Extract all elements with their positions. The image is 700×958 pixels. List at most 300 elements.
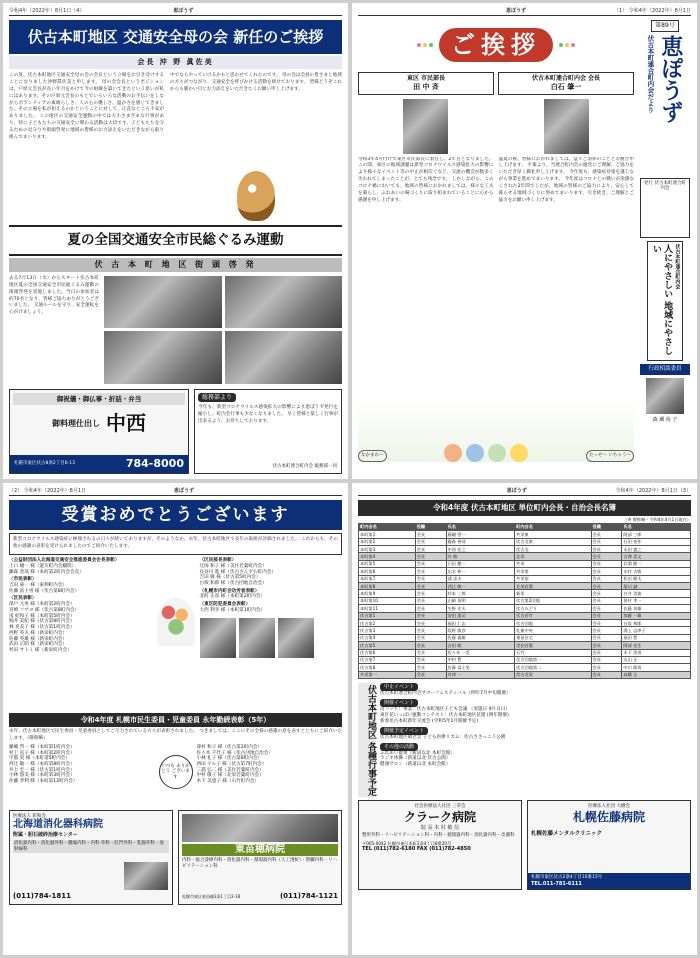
- award-photo-3: [278, 618, 314, 658]
- list-item: 南 紀和子 様（本町第5町内会）: [9, 613, 75, 619]
- table-cell: 本町第1: [359, 531, 416, 538]
- table-cell: 佐藤 義雄: [446, 634, 515, 641]
- table-header-cell: 町内会名: [515, 523, 591, 530]
- campaign-subtitle: 伏 古 本 町 地 区 街 頭 啓 発: [9, 258, 342, 272]
- table-row: [359, 634, 691, 641]
- table-cell: 伏古北: [515, 546, 591, 553]
- table-cell: 美住若葉: [515, 642, 591, 649]
- table-cell: 村本 三郎: [446, 590, 515, 597]
- table-cell: 本町第5: [359, 560, 416, 567]
- table-cell: 中村 豊: [446, 656, 515, 663]
- table-cell: 出水 伸一: [446, 568, 515, 575]
- list-item: 澤戸 元男 様（本町第2町内会）: [9, 602, 75, 608]
- cancel-events-title: 中止イベント: [380, 683, 418, 691]
- award-group-title: 〈区民部長表彰〉: [199, 558, 237, 564]
- table-cell: 会長: [591, 597, 622, 604]
- award-photo-2: [239, 618, 275, 658]
- traffic-byline: 会長 沖 野 眞佐美: [9, 56, 342, 69]
- table-header-cell: 役職: [591, 523, 622, 530]
- list-item: 西田 テル子 様（伏古第7町内会）: [196, 762, 267, 768]
- table-cell: 会長: [591, 546, 622, 553]
- table-cell: 伏古第2団地: [515, 597, 591, 604]
- nakanishi-address: 札幌市東区伏古8条2丁目6-13: [14, 461, 75, 467]
- right-greeter-role: 伏古本町連合町内会 会長: [531, 75, 601, 83]
- award-group-title: 〈市民表彰〉: [9, 577, 37, 583]
- slogan: 人にやさしい 地域にやさしい: [650, 243, 673, 355]
- greeting-title: ご挨拶: [439, 28, 553, 62]
- hosp2-photo: [182, 814, 338, 842]
- table-cell: 本町第6: [359, 568, 416, 575]
- other-events-list: [380, 751, 691, 768]
- table-header-cell: 町内会名: [359, 523, 416, 530]
- campaign-photo-3: [104, 331, 222, 384]
- table-row: [359, 605, 691, 612]
- table-cell: 松田 健太: [622, 575, 691, 582]
- table-cell: 佐々木 一美: [446, 649, 515, 656]
- nakanishi-services: 御祝儀・御仏事・折詰・弁当: [13, 393, 185, 405]
- clark-tag: 社会医療法人社団 三草会: [414, 804, 466, 810]
- roster-note: （※ 敬称略・令和4年4月1日現在）: [623, 516, 691, 522]
- long-service-left: [9, 745, 155, 807]
- awards-title: 受賞おめでとうございます: [9, 500, 342, 530]
- table-row: [359, 538, 691, 545]
- table-header-row: [359, 523, 691, 530]
- table-cell: 坂野 敏彦: [446, 627, 515, 634]
- table-cell: 会長: [591, 560, 622, 567]
- table-row: [359, 671, 691, 678]
- table-cell: 会長: [591, 538, 622, 545]
- table-cell: 会長: [415, 671, 446, 678]
- table-cell: 伏古第7: [359, 656, 416, 663]
- table-cell: 会長: [415, 560, 446, 567]
- slogan-org: 伏古本町連合町内会: [674, 243, 681, 289]
- campaign-photo-4: [225, 331, 343, 384]
- hosp1-services: 消化器内科・消化器外科・腫瘍内科・内科 外科・肛門外科・乳腺外科・放射線科: [13, 840, 169, 853]
- table-row: [359, 583, 691, 590]
- issue-number: 第89号: [651, 20, 679, 32]
- sato-clinic: 札幌佐藤メンタルクリニック: [531, 830, 602, 837]
- traffic-title: 伏古本町地区 交通安全母の会 新任のご挨拶: [9, 20, 342, 54]
- page-date: 令和4年（2022年）8月1日（4）: [9, 8, 85, 14]
- table-cell: 伏古団地: [515, 619, 591, 626]
- sato-hospital-ad: [527, 800, 691, 890]
- hosp2-services: 内科・総合診療内科・消化器内科・循環器内科（人工透析）・腎臓内科・リハビリテーション科: [182, 858, 338, 869]
- table-cell: 石竹: [515, 649, 591, 656]
- page-date: （1） 令和4年（2022年）8月1日: [613, 8, 691, 14]
- table-cell: 会長: [415, 664, 446, 671]
- list-item: 伏古本町連合町内会サマーフェスティバル（例年7月中旬開催）: [380, 691, 511, 697]
- consult-title: 行政相談委員: [640, 364, 690, 375]
- thanks-ribbon: いつも ありがとう ございます: [159, 755, 193, 789]
- page-header: [358, 487, 691, 496]
- list-item: 小林 悠美 様（本町第3町内会）: [9, 773, 75, 779]
- table-cell: 会長: [415, 531, 446, 538]
- table-cell: 共栄: [515, 560, 591, 567]
- table-cell: 白井 美徳: [622, 590, 691, 597]
- higashinaebo-hospital-ad: [178, 810, 342, 905]
- table-cell: 会長: [591, 590, 622, 597]
- list-item: 佐々木 千代子 様（伏古団地自治会）: [196, 750, 273, 756]
- table-cell: 舟津 一: [446, 671, 515, 678]
- table-row: [359, 597, 691, 604]
- award-list-2: [9, 583, 152, 594]
- table-cell: 伏古第5: [359, 642, 416, 649]
- table-cell: 会長: [415, 583, 446, 590]
- page-header: [9, 487, 342, 496]
- table-cell: 阿部 光生: [622, 642, 691, 649]
- flower-decoration-left: [417, 43, 433, 47]
- held-events-list: [380, 707, 691, 724]
- table-row: [359, 546, 691, 553]
- table-cell: 木下 茂男: [622, 649, 691, 656]
- table-cell: 石田 慶一: [446, 560, 515, 567]
- table-cell: 伏古第8: [359, 664, 416, 671]
- page-date: 令和4年（2022年）8月1日（3）: [615, 488, 691, 494]
- table-cell: 本町第4: [359, 553, 416, 560]
- list-item: 吉田 敏 様（伏古第5町内会）: [199, 575, 261, 581]
- list-item: 北町 正彦 様（本町第2町内会）: [199, 594, 266, 600]
- table-cell: 本町第7: [359, 575, 416, 582]
- sato-address: 札幌市東区伏古2条4丁目10番15号: [531, 875, 603, 881]
- clark-hospital-ad: [358, 800, 522, 890]
- list-item: 吉田 豪一 様（東伸町内会）: [9, 582, 68, 588]
- table-cell: 会長: [591, 605, 622, 612]
- list-item: 東区花いっぱい運動コンテスト：伏古本町地区花壇 (例年開催): [380, 713, 509, 719]
- table-cell: 会長: [591, 664, 622, 671]
- page-date: （2） 令和4年（2022年）8月1日: [9, 488, 87, 494]
- table-cell: 福田 仁志: [446, 619, 515, 626]
- list-item: ふれあい農菜（新道以北 本町会館）: [380, 750, 455, 756]
- award-list-6: [200, 608, 343, 614]
- table-cell: 本町第8: [359, 583, 416, 590]
- page-2: [3, 483, 348, 955]
- clark-director: 院 長 木 村 敏 信: [421, 824, 459, 831]
- flower-decoration-right: [559, 43, 575, 47]
- table-cell: 会長: [591, 531, 622, 538]
- nakanishi-name: 中西: [106, 411, 146, 435]
- hosp1-name: 北海道消化器科病院: [13, 819, 103, 831]
- clark-name: クラーク病院: [403, 809, 476, 824]
- list-item: 三浦 弘二 様（美住若葉町内会）: [196, 767, 264, 773]
- list-item: 伏古本町地区敬老会 子ども医療リズム：伏古ささっこう公園: [380, 734, 506, 740]
- page-4: [3, 3, 348, 479]
- list-item: 中村 敬子 様（北栄若葉町内会）: [196, 773, 264, 779]
- masthead-title: 恵ぽうず: [657, 34, 683, 123]
- table-cell: 阿部 三郎: [622, 531, 691, 538]
- soumu-body: 今年も、新型コロナウイルス感染拡大の影響により恵ぽうず発行を縮小し、町内会行事も少なくなりました。 早く皆様と楽しく行事が出来るよう、お待ちしております。: [198, 405, 338, 425]
- table-cell: 会長: [591, 575, 622, 582]
- table-header-cell: 役職: [415, 523, 446, 530]
- table-cell: 伏古第1: [359, 612, 416, 619]
- soumu-sign: 伏古本町連合町内会 総務部一同: [272, 464, 337, 470]
- table-cell: 伏古若竹: [515, 612, 591, 619]
- masthead-column: [639, 20, 691, 479]
- table-cell: 会長: [591, 627, 622, 634]
- award-list-3: [9, 602, 152, 654]
- child-illustration: [510, 444, 528, 462]
- table-cell: 会長: [415, 656, 446, 663]
- planned-events-list: [380, 735, 691, 741]
- long-service-title: 令和4年度 札幌市民生委員・児童委員 永年勤続表彰（5年）: [9, 713, 342, 727]
- table-cell: 本町第3: [359, 546, 416, 553]
- table-cell: 会長: [415, 634, 446, 641]
- table-cell: 福田 豊: [622, 634, 691, 641]
- roster-title: 令和4年度 伏古本町地区 単位町内会長・自治会長名簿: [358, 500, 691, 515]
- hosp1-tag: 医療法人 彰和会: [13, 813, 46, 819]
- nakanishi-shop-type: 御料理仕出し: [52, 418, 100, 428]
- table-cell: 高橋 正: [622, 671, 691, 678]
- list-item: 宮崎 フサヨ 様（伏古第8町内会）: [9, 607, 80, 613]
- table-cell: 伏古第6: [359, 649, 416, 656]
- list-item: 司ハッち！事業：伏古本町地区子ども会議 （実施日 9月日日）: [380, 707, 510, 713]
- planned-events-title: 開催予定イベント: [380, 727, 428, 735]
- hokkaido-hospital-ad: [9, 810, 173, 905]
- soumu-notice: [194, 389, 342, 474]
- list-item: 井上 宏一 様（伏古第1町内会）: [9, 767, 75, 773]
- table-cell: 東苗住宅: [515, 634, 591, 641]
- table-cell: 会長: [415, 538, 446, 545]
- caption-bubble-right: たっせ〜 いちゃう〜: [586, 450, 634, 462]
- list-item: 大西 利幸 様（本町第1町内会）: [199, 607, 266, 613]
- table-cell: 白坂 和郎: [622, 619, 691, 626]
- consult-photo: [646, 378, 684, 414]
- award-group-title: 〈区民表彰〉: [9, 596, 37, 602]
- list-item: 長谷川 進 様（伏古さんずち町内会）: [199, 569, 276, 575]
- campaign-title: 夏の全国交通安全市民総ぐるみ運動: [9, 225, 342, 256]
- list-item: 辻岡 和子 様（美住若葉町内会）: [199, 563, 267, 569]
- table-cell: 丹 敏: [446, 553, 515, 560]
- table-cell: 会長: [415, 649, 446, 656]
- hosp2-address: 札幌市東区東苗穂3条1丁目2-18: [182, 893, 241, 899]
- long-service-intro: 永年、伏古本町地区で民生委員・児童委員としてご尽力されている方々が表彰されました。 つきましては、ここにその全様の感謝の意を表すとともにご紹介いたします。（敬称略）: [9, 729, 342, 741]
- table-cell: 会長: [415, 575, 446, 582]
- table-cell: 共栄第: [515, 568, 591, 575]
- left-greeting-body: 令和3年4月付けで東区市民部長に着任し、2年目となりました。 この間、東区の地域課題は新型コロナウイルス感染拡大の影響により様々なイベント等の中止が相次ぐなど、交流の機会が数多く失われてしまったことが、とても残念です。 しかしながら、このコロナ禍においても、地域の皆様におかれましては、様々な工夫を凝らし、ふれあいの場づくりに取り組まれていることに心から感謝を申し上げます。: [358, 156, 494, 203]
- hosp1-sub: 附属・胆石破砕治療センター: [13, 831, 78, 838]
- roster-table: [358, 523, 691, 679]
- table-cell: 会長: [591, 568, 622, 575]
- table-cell: 共栄東: [515, 531, 591, 538]
- nakanishi-tel: 784-8000: [125, 457, 184, 471]
- campaign-photo-2: [225, 276, 343, 329]
- traffic-body-2: 中でならやっていけるかもと思わせてくれたのです。 母の会は会員の皆さまと地域の方々がつながり、交通安全を呼びかける活動を続けております。 皆様どうぞこれからも暖かい目とお力添えをいただきたくお願い申し上げます。: [170, 73, 342, 92]
- table-cell: 会長: [415, 590, 446, 597]
- publisher-box: 発行 伏古本町連合町内会: [640, 178, 690, 238]
- table-cell: 淵上 志津子: [622, 627, 691, 634]
- held-events-title: 開催イベント: [380, 699, 418, 707]
- table-cell: 会長: [591, 583, 622, 590]
- table-cell: 矢野 光夫: [446, 605, 515, 612]
- table-row: [359, 627, 691, 634]
- table-row: [359, 649, 691, 656]
- table-cell: 西辻 敏一: [446, 583, 515, 590]
- table-cell: 永田 憲之: [622, 546, 691, 553]
- table-cell: 会長: [591, 671, 622, 678]
- table-header-cell: 氏名: [446, 523, 515, 530]
- paper-name: 恵ぽうず: [505, 8, 526, 14]
- award-list-5: [200, 594, 343, 600]
- hosp2-tel: (011)784-1121: [279, 892, 338, 901]
- table-cell: 会長: [415, 568, 446, 575]
- list-item: 武田 正昭 様（新栄町内会）: [9, 642, 68, 648]
- table-cell: 会長: [415, 553, 446, 560]
- table-cell: 笹村 幸一: [622, 597, 691, 604]
- table-cell: 中川 勝男: [622, 664, 691, 671]
- table-cell: 共栄第一: [359, 671, 416, 678]
- table-cell: 吉澤 喜文: [622, 553, 691, 560]
- table-row: [359, 568, 691, 575]
- table-cell: 浦 忠夫: [446, 575, 515, 582]
- right-greeter-name: 白石 肇一: [550, 82, 582, 91]
- traffic-body: この度、伏古本町地区交通安全母の会の会長という立場をお引き受けすることになりました沖野眞佐美と申します。 母の会会長というポジションは、戸原元会長が長い年月をかけて今の組織を築いてきたという思いが私にはあります。その戸原元会長のもとでいろいろな活動のお手伝いをしながらボランティアの素晴らしさ、人の心の優しさ、温かさを感じてきました。その立場を私が担えるのかということに対して、正直なところ不安がありました。 この地区の交通安全運動の中では大小さまざまな行事があり、特に子どもたちの交通安全に関わる活動は大切です。子どもたちを守るための見守りや街頭啓発に地域の皆様のお力添えをいただきながら取り組んでまいります。: [9, 73, 164, 141]
- table-cell: 会長: [415, 597, 446, 604]
- nakanishi-ad: [9, 389, 189, 474]
- events-side-title: 伏古本町地区 各種行事予定: [358, 683, 376, 797]
- list-item: 佐藤 孝利 様（本町第12町内会）: [9, 779, 78, 785]
- table-row: [359, 664, 691, 671]
- list-item: 木下 美恵子 様（石竹町内会）: [196, 779, 260, 785]
- award-group-title: 〈札幌市内町会功労者表彰〉: [199, 588, 260, 594]
- hosp1-photo: [124, 862, 168, 890]
- table-cell: 北栄: [515, 553, 591, 560]
- table-cell: 会長: [415, 627, 446, 634]
- table-cell: 会長: [415, 612, 446, 619]
- table-cell: 会長: [415, 642, 446, 649]
- table-header-cell: 氏名: [622, 523, 691, 530]
- table-row: [359, 656, 691, 663]
- award-list-1: [9, 564, 152, 575]
- page-1: [352, 3, 697, 479]
- table-cell: 伏古第3: [359, 627, 416, 634]
- list-item: 西野 英夫 様（新栄町内会）: [9, 630, 68, 636]
- list-item: 藤森 善哉 様（本町第2町内会会長）: [9, 569, 84, 575]
- table-cell: 伏古第4: [359, 634, 416, 641]
- list-item: 佐藤 富士男 様（伏古第8町内会）: [9, 588, 80, 594]
- bouquet-illustration: [157, 598, 195, 646]
- table-cell: 伏古北栄: [515, 671, 591, 678]
- campaign-body: 去る7月13日（水）からスタート伏古本町地区夏の全国交通安全市民総ぐるみ運動の街頭啓発を実施しました。当日の参加者は約70名となり、皆様ご協力ありがとうございました。 交通ルールを守り、安全運転を心がけましょう。: [9, 275, 99, 316]
- paper-name: 恵ぽうず: [173, 8, 194, 14]
- table-cell: 石田 充作: [622, 538, 691, 545]
- table-cell: 中西 宏之: [446, 546, 515, 553]
- sato-tel: TEL.011-781-6111: [531, 880, 582, 887]
- list-item: 林 喜美子 様（伏古第1町内会）: [9, 625, 75, 631]
- table-cell: 藤縄 啓一: [446, 531, 515, 538]
- right-greeter-card: [498, 72, 634, 94]
- award-list-4: [200, 564, 343, 587]
- clark-tel: TEL (011)782-6180 FAX (011)782-4850: [362, 845, 471, 852]
- table-cell: 共栄南: [515, 575, 591, 582]
- table-cell: 会長: [415, 619, 446, 626]
- table-cell: 北栄若葉: [515, 583, 591, 590]
- list-item: 西辻 敏一 様（本町第8町内会）: [9, 762, 75, 768]
- list-item: 宇都 実 様（本町第5町内会）: [9, 756, 70, 762]
- award-group-title: 〈公益財団法人北海道交通安全推進委員会会長表彰〉: [9, 558, 120, 564]
- table-row: [359, 642, 691, 649]
- list-item: 新春伏古本町新年交流会 (令和5年1月開催予定): [380, 718, 479, 724]
- awards-intro: 新型コロナウイルス感染症に極端されるの日々が続いてありますが、そのようなか、永年、伏古本町地区で長年の取組が評価されました。 これからも、その他の感謝の表彰を受けられましたのでご紹介いたします。: [9, 533, 342, 555]
- table-cell: 伏古団地第二: [515, 664, 591, 671]
- table-cell: 安田 達司: [446, 612, 515, 619]
- list-item: 澤村 和子 様（伏古第2町内会）: [196, 744, 263, 750]
- page-header: [358, 7, 691, 16]
- left-greeter-role: 東区 市民部長: [406, 75, 446, 83]
- table-cell: 伏古団地第一: [515, 656, 591, 663]
- table-cell: 本町第11: [359, 605, 416, 612]
- paper-name: 恵ぽうず: [174, 488, 195, 494]
- table-cell: 佐藤 英雄: [622, 605, 691, 612]
- paper-name: 恵ぽうず: [506, 488, 527, 494]
- child-illustration: [466, 444, 484, 462]
- table-cell: 会長: [415, 605, 446, 612]
- left-greeter-photo: [403, 99, 448, 154]
- hosp1-tel: (011)784-1811: [13, 892, 72, 901]
- table-row: [359, 553, 691, 560]
- left-greeter-name: 田 中 斉: [413, 82, 439, 91]
- table-cell: 藤森 善哉: [446, 538, 515, 545]
- list-item: 白坂 和郎 様（伏古団地自治会）: [199, 580, 267, 586]
- table-cell: 会長: [415, 546, 446, 553]
- right-greeting-body: 盛夏の候、皆様におかれましては、益々ご清祥のこととお慶び申し上げます。 平素より、当連合町内会の運営にご理解、ご協力をいただき厚く御礼申し上げます。 今年度も、感染症対策を講じながら事業を進めてまいります。 今年度はコロナとの戦いが余儀なくされた2年間でしたが、地域の皆様のご協力により、安心して暮らせる地域づくりに努めてまいります。引き続き、ご理解とご協力をお願い申し上げます。: [498, 156, 634, 203]
- long-service-right: [197, 745, 343, 807]
- table-row: [359, 560, 691, 567]
- campaign-photo-1: [104, 276, 222, 329]
- table-cell: 本町第2: [359, 538, 416, 545]
- table-cell: 吉田 敏: [446, 642, 515, 649]
- table-cell: 菊川 誠: [622, 583, 691, 590]
- caption-bubble-left: なかまわ〜: [358, 450, 387, 462]
- table-cell: 伏古北東: [515, 538, 591, 545]
- table-cell: 丸山 正: [622, 656, 691, 663]
- list-item: 村上 直子 様（本町第2町内会）: [9, 750, 75, 756]
- page-header: [9, 7, 342, 16]
- consult-name: 森 瀬 裕 子: [652, 416, 678, 423]
- table-cell: 会長: [591, 619, 622, 626]
- page-3: [352, 483, 697, 955]
- table-row: [359, 619, 691, 626]
- list-item: 上口 順一 様（遊友町内会顧問）: [9, 563, 77, 569]
- list-item: 藤縄 啓一 様（本町第1町内会）: [9, 744, 75, 750]
- mascot-illustration: [237, 171, 275, 221]
- soumu-title: 総務部より: [198, 393, 236, 403]
- list-item: 堀井 美紀 様（伏古第8町内会）: [9, 619, 75, 625]
- table-cell: 山崎 英明: [446, 597, 515, 604]
- hosp2-name: 東苗穂病院: [182, 844, 338, 857]
- table-row: [359, 612, 691, 619]
- list-item: 村田 サトミ 様（新栄町内会）: [9, 648, 72, 654]
- clark-address: 〒065-0042 札幌市東区本町2条4丁目8番20号: [362, 840, 452, 846]
- masthead-org: 伏古本町連合町内会だより: [646, 34, 655, 113]
- sato-name: 札幌佐藤病院: [572, 809, 645, 824]
- table-cell: 本町第9: [359, 590, 416, 597]
- award-photo-1: [200, 618, 236, 658]
- table-row: [359, 575, 691, 582]
- table-cell: 札東中央: [515, 627, 591, 634]
- table-cell: 加藤 一雄: [622, 612, 691, 619]
- table-cell: 会長: [591, 634, 622, 641]
- table-cell: 伏古みどり: [515, 605, 591, 612]
- right-greeter-photo: [544, 99, 589, 154]
- table-cell: 会長: [591, 612, 622, 619]
- table-cell: 会長: [591, 642, 622, 649]
- table-cell: 新栄: [515, 590, 591, 597]
- clark-services: 整形外科・リハビリテーション科・内科・循環器内科・消化器内科・皮膚科: [362, 832, 515, 838]
- table-cell: 会長: [591, 553, 622, 560]
- table-cell: 伏古第2: [359, 619, 416, 626]
- cancel-events-list: [380, 691, 691, 697]
- sato-tag: 医療法人社団 大樹会: [588, 804, 630, 810]
- list-item: 佐藤 英雄 様（新栄町内会）: [9, 636, 68, 642]
